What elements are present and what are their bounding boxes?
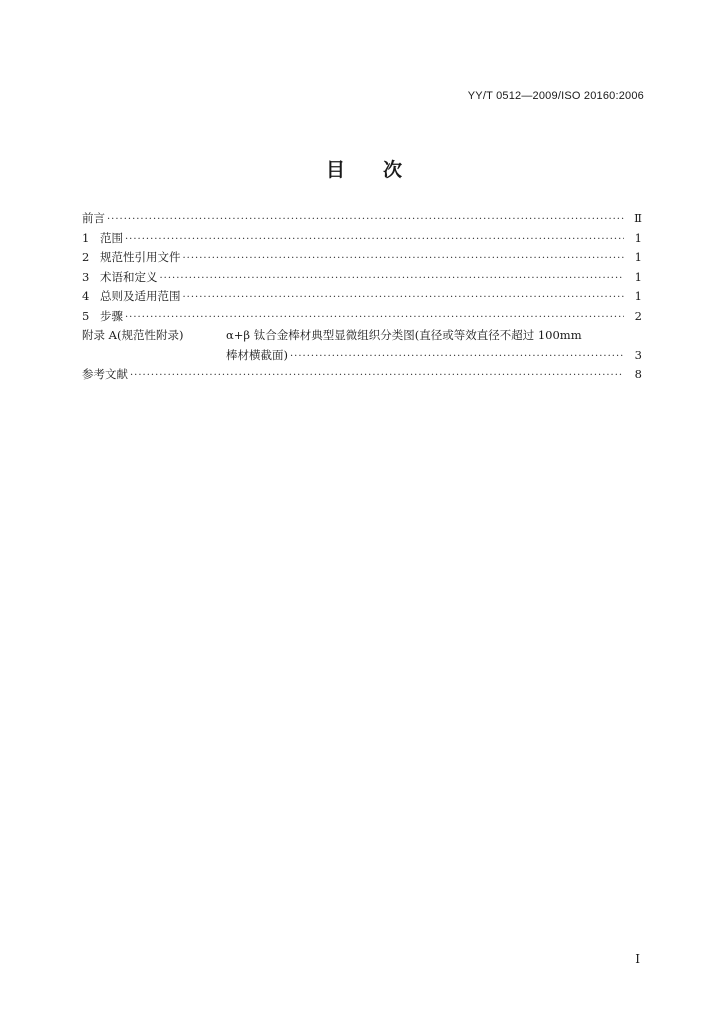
toc-page: 2 bbox=[634, 308, 642, 323]
toc-label: 参考文献 bbox=[82, 367, 128, 381]
toc-label: 规范性引用文件 bbox=[100, 250, 181, 264]
toc-entry-terms[interactable] bbox=[82, 269, 642, 289]
dot-leader bbox=[160, 273, 625, 284]
page-number: I bbox=[635, 952, 640, 966]
dot-leader bbox=[125, 312, 624, 323]
dot-leader bbox=[183, 253, 625, 264]
annex-prefix: 附录 A(规范性附录) bbox=[82, 328, 184, 342]
toc-page: 8 bbox=[634, 367, 642, 381]
dot-leader bbox=[290, 351, 624, 362]
page-title: 目次 bbox=[325, 159, 440, 181]
standard-code: YY/T 0512—2009/ISO 20160:2006 bbox=[467, 90, 644, 102]
toc-entry-annex-a-cont[interactable] bbox=[82, 347, 642, 367]
dot-leader bbox=[107, 214, 624, 225]
annex-title-line1: α+β 钛合金棒材典型显微组织分类图(直径或等效直径不超过 100mm bbox=[226, 328, 582, 342]
toc-label: 步骤 bbox=[100, 308, 123, 323]
toc-page: Ⅱ bbox=[634, 211, 642, 225]
toc-label: 总则及适用范围 bbox=[100, 289, 181, 303]
toc-entry-scope[interactable] bbox=[82, 230, 642, 250]
dot-leader bbox=[130, 370, 624, 381]
toc-entry-foreword[interactable] bbox=[82, 210, 642, 230]
toc-label: 范围 bbox=[100, 230, 123, 245]
toc-page: 1 bbox=[634, 250, 642, 264]
toc-number: 3 bbox=[82, 269, 90, 284]
toc-page: 1 bbox=[634, 289, 642, 303]
dot-leader bbox=[183, 292, 625, 303]
annex-title-line2: 棒材横截面) bbox=[226, 347, 288, 362]
toc-label: 前言 bbox=[82, 211, 105, 225]
toc-entry-annex-a[interactable] bbox=[82, 327, 642, 347]
toc-page: 3 bbox=[634, 347, 642, 362]
toc-entry-procedure[interactable] bbox=[82, 308, 642, 328]
toc-number: 2 bbox=[82, 250, 90, 264]
toc-page: 1 bbox=[634, 230, 642, 245]
toc-number: 1 bbox=[82, 230, 90, 245]
table-of-contents bbox=[82, 210, 642, 386]
dot-leader bbox=[125, 234, 624, 245]
toc-entry-normative-references[interactable] bbox=[82, 249, 642, 269]
toc-page: 1 bbox=[634, 269, 642, 284]
toc-entry-bibliography[interactable] bbox=[82, 366, 642, 386]
toc-entry-general[interactable] bbox=[82, 288, 642, 308]
toc-label: 术语和定义 bbox=[100, 269, 158, 284]
toc-number: 5 bbox=[82, 308, 90, 323]
toc-number: 4 bbox=[82, 289, 90, 303]
